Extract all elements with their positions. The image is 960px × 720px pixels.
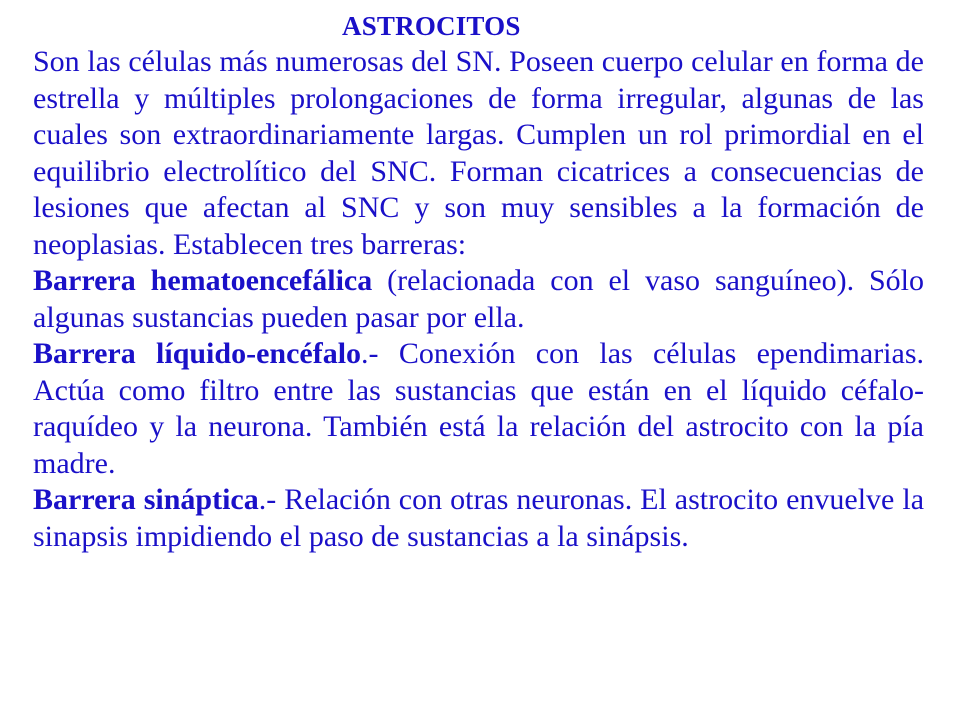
barrier-term: Barrera sináptica [33,483,259,516]
page-title: ASTROCITOS [342,11,521,41]
barrier-description: .- Relación con otras neuronas. El astrocito envuelve la sinapsis impidiendo el paso de sustancias a la sinápsis. [33,483,925,553]
barrier-term: Barrera hematoencefálica [33,264,373,297]
barrier-description: .- Conexión con las células ependimarias. Actúa como filtro entre las sustancias que están en el líquido céfalo-raquídeo y la neurona. También está la relación del astrocito con la pía madre. [33,337,925,480]
barrier-sinaptica [33,482,924,555]
barrier-term: Barrera líquido-encéfalo [33,337,362,370]
intro-paragraph: Son las células más numerosas del SN. Poseen cuerpo celular en forma de estrella y múltiples prolongaciones de forma irregular, algunas de las cuales son extraordinariamente largas. Cumplen un rol primordial en el equilibrio electrolítico del SNC. Forman cicatrices a consecuencias de lesiones que afectan al SNC y son muy sensibles a la formación de neoplasias. Establecen tres barreras: [33,45,924,261]
barrier-description: (relacionada con el vaso sanguíneo). Sólo algunas sustancias pueden pasar por ella. [33,264,924,334]
barrier-hematoencefalica [33,263,924,336]
barrier-liquido-encefalo [33,336,924,482]
